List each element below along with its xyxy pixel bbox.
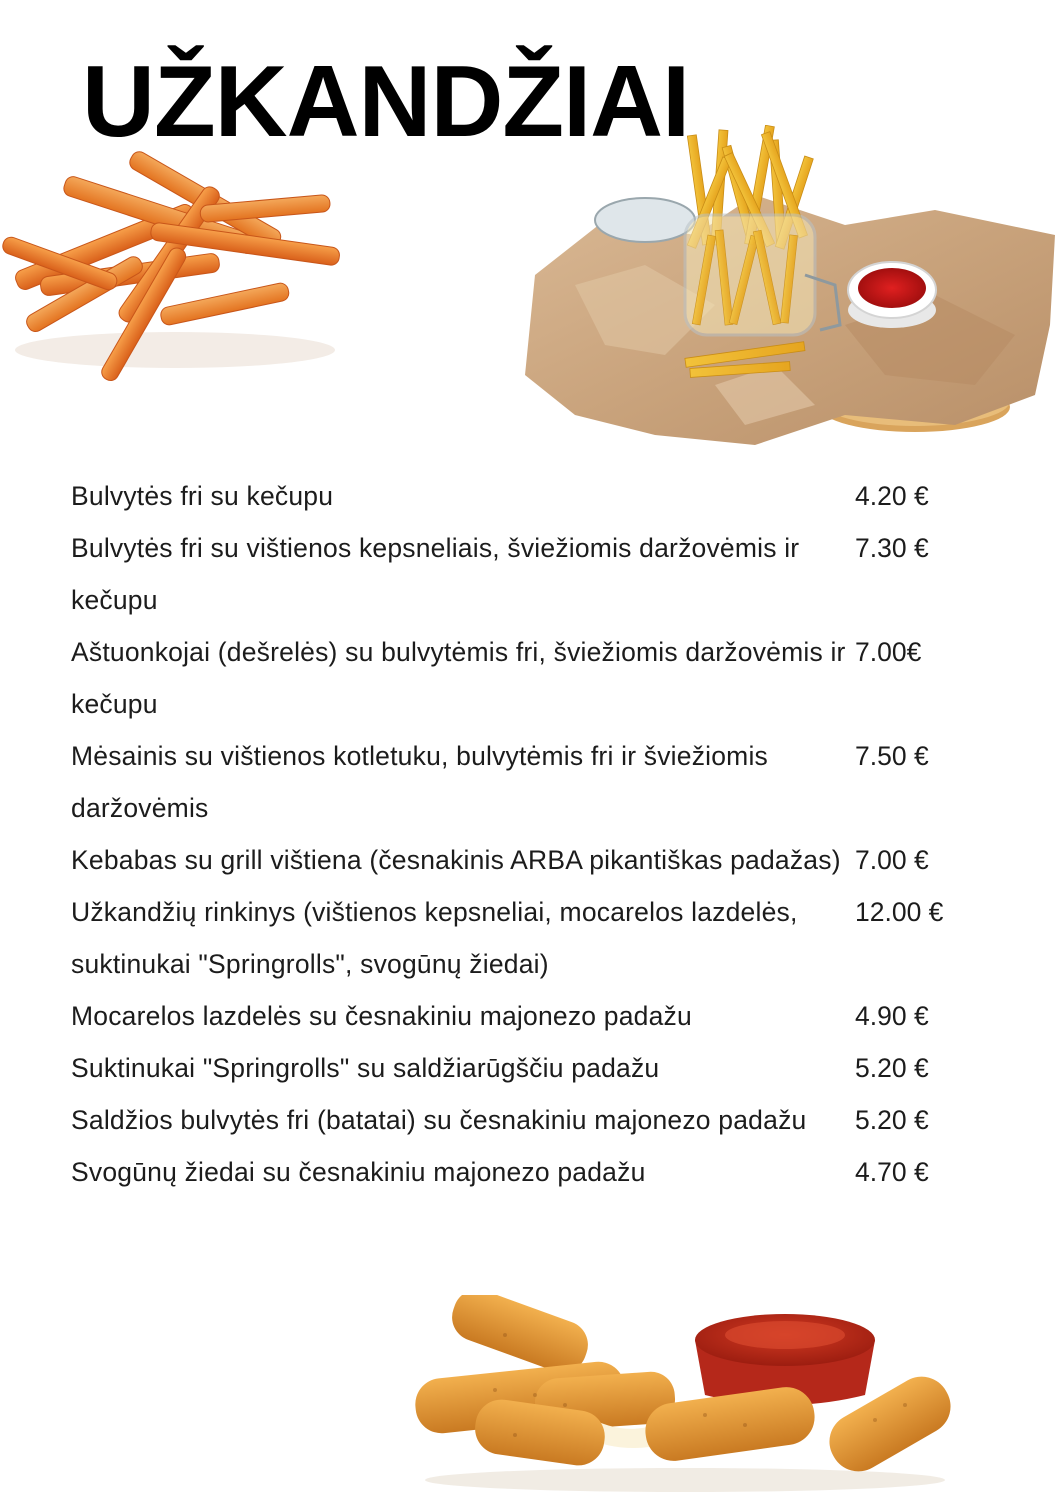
item-name: Bulvytės fri su kečupu: [71, 481, 334, 511]
item-price: 5.20 €: [855, 1053, 929, 1083]
item-name: Mėsainis su vištienos kotletuku, bulvytėmis fri ir šviežiomis daržovėmis: [71, 741, 768, 823]
menu-item: [71, 522, 991, 626]
mozzarella-sticks-sauce-photo: [405, 1295, 970, 1495]
french-fries-jar-ketchup-photo: [515, 125, 1059, 455]
menu-item: [71, 626, 991, 730]
menu-item: [71, 470, 991, 522]
item-name: Aštuonkojai (dešrelės) su bulvytėmis fri, šviežiomis daržovėmis ir kečupu: [71, 637, 846, 719]
item-price: 4.90 €: [855, 1001, 929, 1031]
item-price: 12.00 €: [855, 897, 944, 927]
menu-item: [71, 834, 991, 886]
item-price: 7.00€: [855, 637, 922, 667]
item-price: 4.70 €: [855, 1157, 929, 1187]
menu-item: [71, 1146, 991, 1198]
item-name: Bulvytės fri su vištienos kepsneliais, šviežiomis daržovėmis ir kečupu: [71, 533, 800, 615]
sweet-potato-fries-photo: [0, 145, 360, 385]
menu-item: [71, 886, 991, 990]
item-price: 7.00 €: [855, 845, 929, 875]
item-name: Saldžios bulvytės fri (batatai) su česnakiniu majonezo padažu: [71, 1105, 807, 1135]
item-price: 7.50 €: [855, 741, 929, 771]
item-name: Užkandžių rinkinys (vištienos kepsneliai, mocarelos lazdelės, suktinukai "Springrolls", svogūnų žiedai): [71, 897, 798, 979]
menu-item: [71, 730, 991, 834]
menu-item: [71, 1042, 991, 1094]
item-name: Mocarelos lazdelės su česnakiniu majonezo padažu: [71, 1001, 692, 1031]
item-name: Svogūnų žiedai su česnakiniu majonezo padažu: [71, 1157, 646, 1187]
menu-item: [71, 990, 991, 1042]
item-name: Kebabas su grill vištiena (česnakinis ARBA pikantiškas padažas): [71, 845, 841, 875]
item-price: 5.20 €: [855, 1105, 929, 1135]
page-title: UŽKANDŽIAI: [82, 46, 690, 158]
menu-item: [71, 1094, 991, 1146]
item-price: 7.30 €: [855, 533, 929, 563]
item-price: 4.20 €: [855, 481, 929, 511]
menu-list: [71, 470, 991, 1198]
item-name: Suktinukai "Springrolls" su saldžiarūgščiu padažu: [71, 1053, 660, 1083]
